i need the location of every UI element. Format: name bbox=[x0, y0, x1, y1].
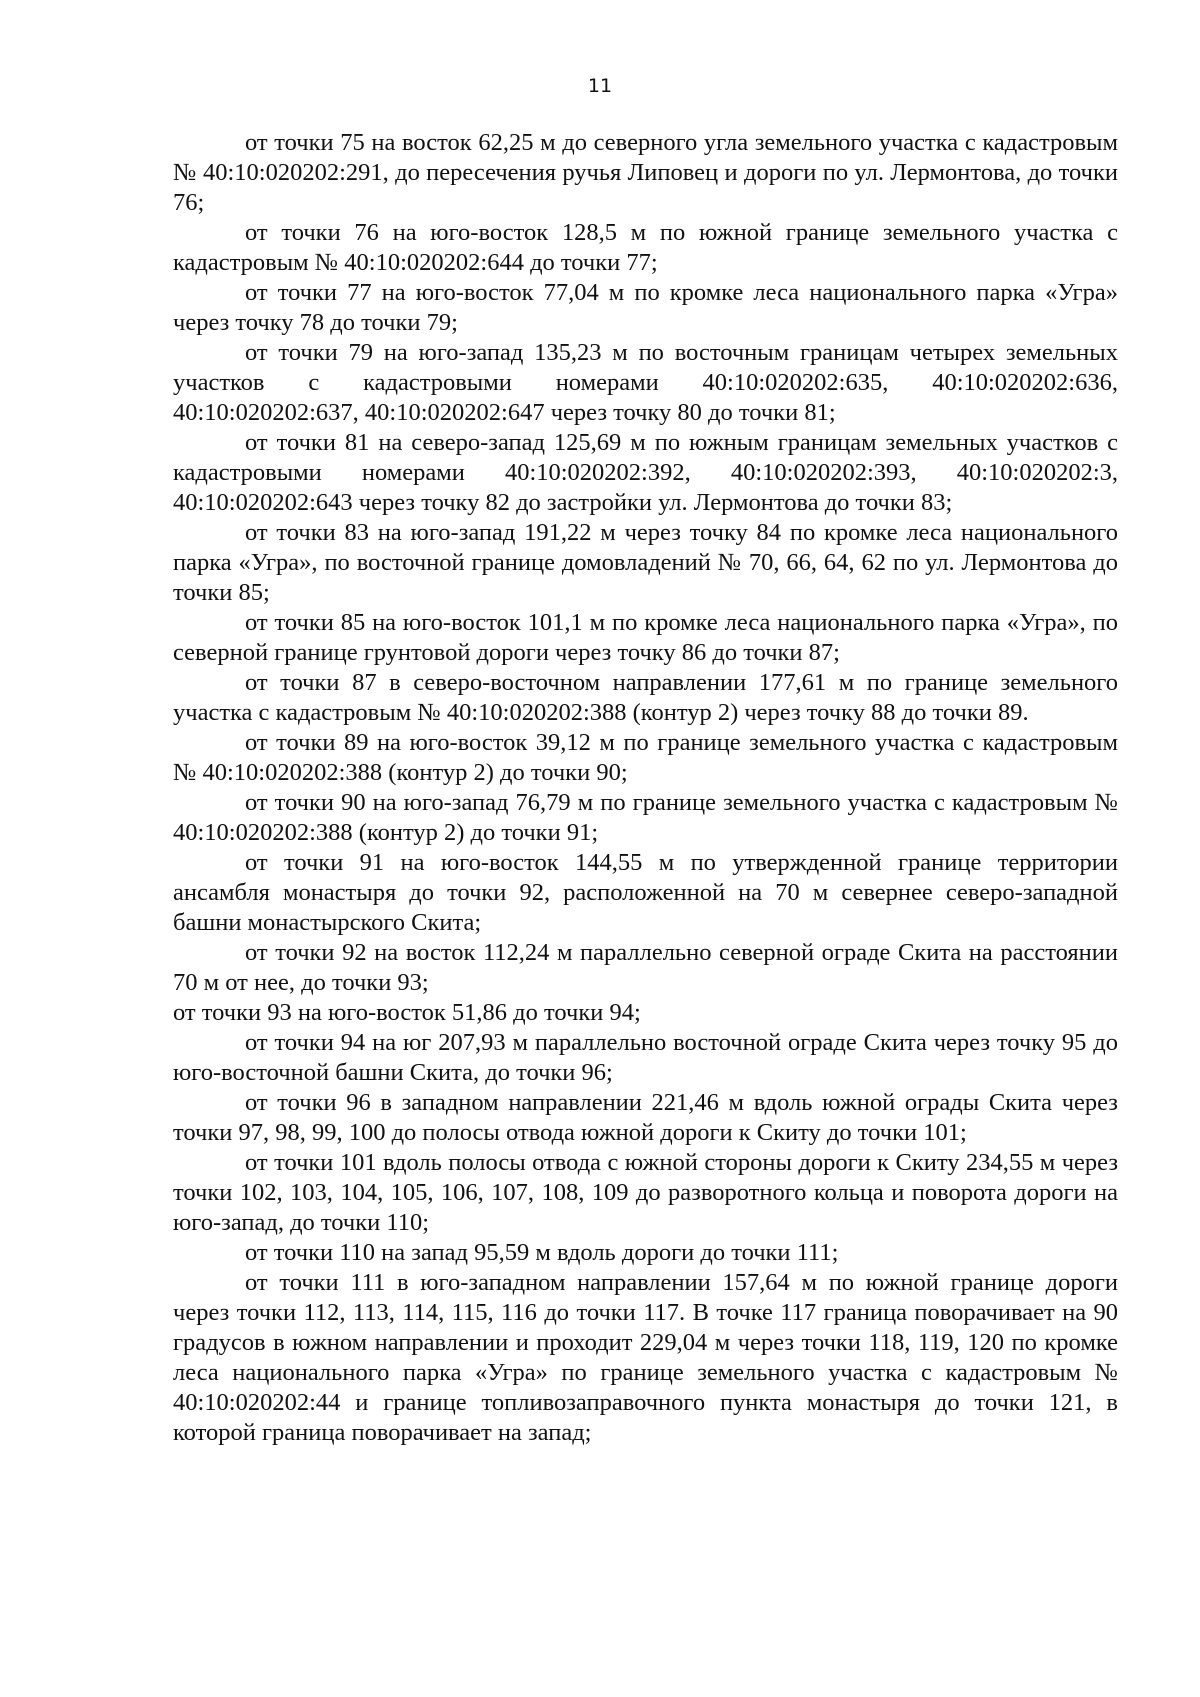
paragraph-point-92: от точки 92 на восток 112,24 м параллельно северной ограде Скита на расстоянии 70 м от нее, до точки 93; bbox=[173, 939, 1118, 996]
paragraph-point-83: от точки 83 на юго-запад 191,22 м через точку 84 по кромке леса национального парка «Угра», по восточной границе домовладений № 70, 66, 64, 62 по ул. Лермонтова до точки 85; bbox=[173, 519, 1118, 606]
paragraph-point-77: от точки 77 на юго-восток 77,04 м по кромке леса национального парка «Угра» через точку 78 до точки 79; bbox=[173, 279, 1118, 336]
paragraph-point-87: от точки 87 в северо-восточном направлении 177,61 м по границе земельного участка с кадастровым № 40:10:020202:388 (контур 2) через точку 88 до точки 89. bbox=[173, 669, 1118, 726]
page-number: 11 bbox=[587, 75, 613, 97]
paragraph-point-85: от точки 85 на юго-восток 101,1 м по кромке леса национального парка «Угра», по северной границе грунтовой дороги через точку 86 до точки 87; bbox=[173, 609, 1118, 666]
document-body bbox=[173, 128, 1118, 1448]
paragraph-point-79: от точки 79 на юго-запад 135,23 м по восточным границам четырех земельных участков с кадастровыми номерами 40:10:020202:635, 40:10:020202:636, 40:10:020202:637, 40:10:020202:647 через точку 80 до точки 81; bbox=[173, 339, 1118, 426]
paragraph-point-101: от точки 101 вдоль полосы отвода с южной стороны дороги к Скиту 234,55 м через точки 102, 103, 104, 105, 106, 107, 108, 109 до разворотного кольца и поворота дороги на юго-запад, до точки 110; bbox=[173, 1149, 1118, 1236]
paragraph-point-110: от точки 110 на запад 95,59 м вдоль дороги до точки 111; bbox=[245, 1239, 839, 1266]
paragraph-point-91: от точки 91 на юго-восток 144,55 м по утвержденной границе территории ансамбля монастыря до точки 92, расположенной на 70 м севернее северо-западной башни монастырского Скита; bbox=[173, 849, 1118, 936]
paragraph-point-93: от точки 93 на юго-восток 51,86 до точки 94; bbox=[173, 999, 641, 1026]
paragraph-point-111: от точки 111 в юго-западном направлении 157,64 м по южной границе дороги через точки 112, 113, 114, 115, 116 до точки 117. В точке 117 граница поворачивает на 90 градусов в южном направлении и проходит 229,04 м через точки 118, 119, 120 по кромке леса национального парка «Угра» по границе земельного участка с кадастровым № 40:10:020202:44 и границе топливозаправочного пункта монастыря до точки 121, в которой граница поворачивает на запад; bbox=[173, 1269, 1118, 1446]
paragraph-point-76: от точки 76 на юго-восток 128,5 м по южной границе земельного участка с кадастровым № 40:10:020202:644 до точки 77; bbox=[173, 219, 1118, 276]
paragraph-point-94: от точки 94 на юг 207,93 м параллельно восточной ограде Скита через точку 95 до юго-восточной башни Скита, до точки 96; bbox=[173, 1029, 1118, 1086]
paragraph-point-89: от точки 89 на юго-восток 39,12 м по границе земельного участка с кадастровым № 40:10:020202:388 (контур 2) до точки 90; bbox=[173, 729, 1118, 786]
paragraph-point-75: от точки 75 на восток 62,25 м до северного угла земельного участка с кадастровым № 40:10:020202:291, до пересечения ручья Липовец и дороги по ул. Лермонтова, до точки 76; bbox=[173, 129, 1118, 216]
paragraph-point-81: от точки 81 на северо-запад 125,69 м по южным границам земельных участков с кадастровыми номерами 40:10:020202:392, 40:10:020202:393, 40:10:020202:3, 40:10:020202:643 через точку 82 до застройки ул. Лермонтова до точки 83; bbox=[173, 429, 1118, 516]
paragraph-point-96: от точки 96 в западном направлении 221,46 м вдоль южной ограды Скита через точки 97, 98, 99, 100 до полосы отвода южной дороги к Скиту до точки 101; bbox=[173, 1089, 1118, 1146]
paragraph-point-90: от точки 90 на юго-запад 76,79 м по границе земельного участка с кадастровым № 40:10:020202:388 (контур 2) до точки 91; bbox=[173, 789, 1118, 846]
